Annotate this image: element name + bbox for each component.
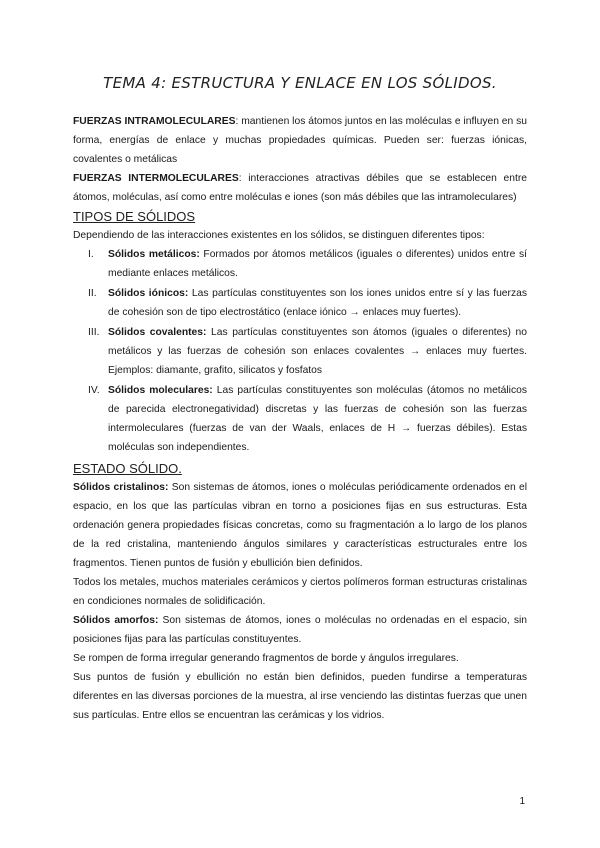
list-text: Las partículas constituyentes son los iones unidos entre sí y las fuerzas de cohesión son de tipo electrostático (enlace iónico → enlaces muy fuertes). [108, 288, 527, 318]
list-number: III. [88, 327, 100, 338]
page-number: 1 [519, 796, 525, 807]
estado-heading: ESTADO SÓLIDO. [73, 461, 182, 476]
tipos-intro: Dependiendo de las interacciones existentes en los sólidos, se distinguen diferentes tipos: [73, 230, 485, 241]
list-number: IV. [88, 385, 100, 396]
cristalinos-text: Son sistemas de átomos, iones o moléculas periódicamente ordenados en el espacio, en los que las partículas vibran en torno a posiciones fijas en sus estructuras. Esta ordenación genera propiedades físicas concretas, como su fragmentación a lo largo de los planos de la red cristalina, manteniendo ángulos similares y características estructurales entre los fragmentos. Tienen puntos de fusión y ebullición bien definidos. [73, 482, 527, 569]
list-text: Formados por átomos metálicos (iguales o diferentes) unidos entre sí mediante enlaces metálicos. [108, 249, 527, 279]
amorfos-paragraph-2: Se rompen de forma irregular generando fragmentos de borde y ángulos irregulares. [73, 653, 459, 664]
cristalinos-paragraph [73, 478, 527, 573]
page-title: TEMA 4: ESTRUCTURA Y ENLACE EN LOS SÓLIDOS. [103, 74, 497, 92]
list-term: Sólidos covalentes: [108, 327, 207, 338]
intra-text: : mantienen los átomos juntos en las moléculas e influyen en su forma, energías de enlace y muchas propiedades químicas. Pueden ser: fuerzas iónicas, covalentes o metálicas [73, 116, 527, 165]
list-item [73, 381, 527, 458]
inter-paragraph [73, 169, 527, 207]
tipos-list [73, 245, 527, 458]
amorfos-paragraph [73, 611, 527, 649]
list-text: Las partículas constituyentes son átomos (iguales o diferentes) no metálicos y las fuerzas de cohesión son enlaces covalentes → enlaces muy fuertes. Ejemplos: diamante, grafito, silicatos y fosfatos [108, 327, 527, 376]
list-number: I. [88, 249, 94, 260]
list-item [73, 323, 527, 381]
amorfos-paragraph-3: Sus puntos de fusión y ebullición no están bien definidos, pueden fundirse a temperaturas diferentes en las diversas porciones de la muestra, al irse venciendo las distintas fuerzas que unen sus partículas. Entre ellos se encuentran las cerámicas y los vidrios. [73, 672, 527, 721]
cristalinos-term: Sólidos cristalinos: [73, 482, 169, 493]
list-term: Sólidos iónicos: [108, 288, 189, 299]
amorfos-term: Sólidos amorfos: [73, 615, 159, 626]
list-term: Sólidos moleculares: [108, 385, 213, 396]
cristalinos-paragraph-2: Todos los metales, muchos materiales cerámicos y ciertos polímeros forman estructuras cristalinas en condiciones normales de solidificación. [73, 577, 527, 607]
list-item [73, 284, 527, 323]
tipos-heading: TIPOS DE SÓLIDOS [73, 209, 196, 224]
inter-text: : interacciones atractivas débiles que se establecen entre átomos, moléculas, así como entre moléculas e iones (son más débiles que las intramoleculares) [73, 173, 528, 203]
intra-term: FUERZAS INTRAMOLECULARES [73, 116, 236, 127]
list-number: II. [88, 288, 97, 299]
inter-term: FUERZAS INTERMOLECULARES [73, 173, 239, 184]
list-item [73, 245, 527, 284]
amorfos-text: Son sistemas de átomos, iones o moléculas no ordenadas en el espacio, sin posiciones fijas para las partículas constituyentes. [73, 615, 528, 645]
intra-paragraph [73, 112, 527, 169]
document-body [73, 112, 527, 725]
list-text: Las partículas constituyentes son moléculas (átomos no metálicos de parecida electronegatividad) discretas y las fuerzas de cohesión son las fuerzas intermoleculares (fuerzas de van der Waals, enlaces de H → fuerzas débiles). Estas moléculas son independientes. [108, 385, 527, 453]
list-term: Sólidos metálicos: [108, 249, 200, 260]
